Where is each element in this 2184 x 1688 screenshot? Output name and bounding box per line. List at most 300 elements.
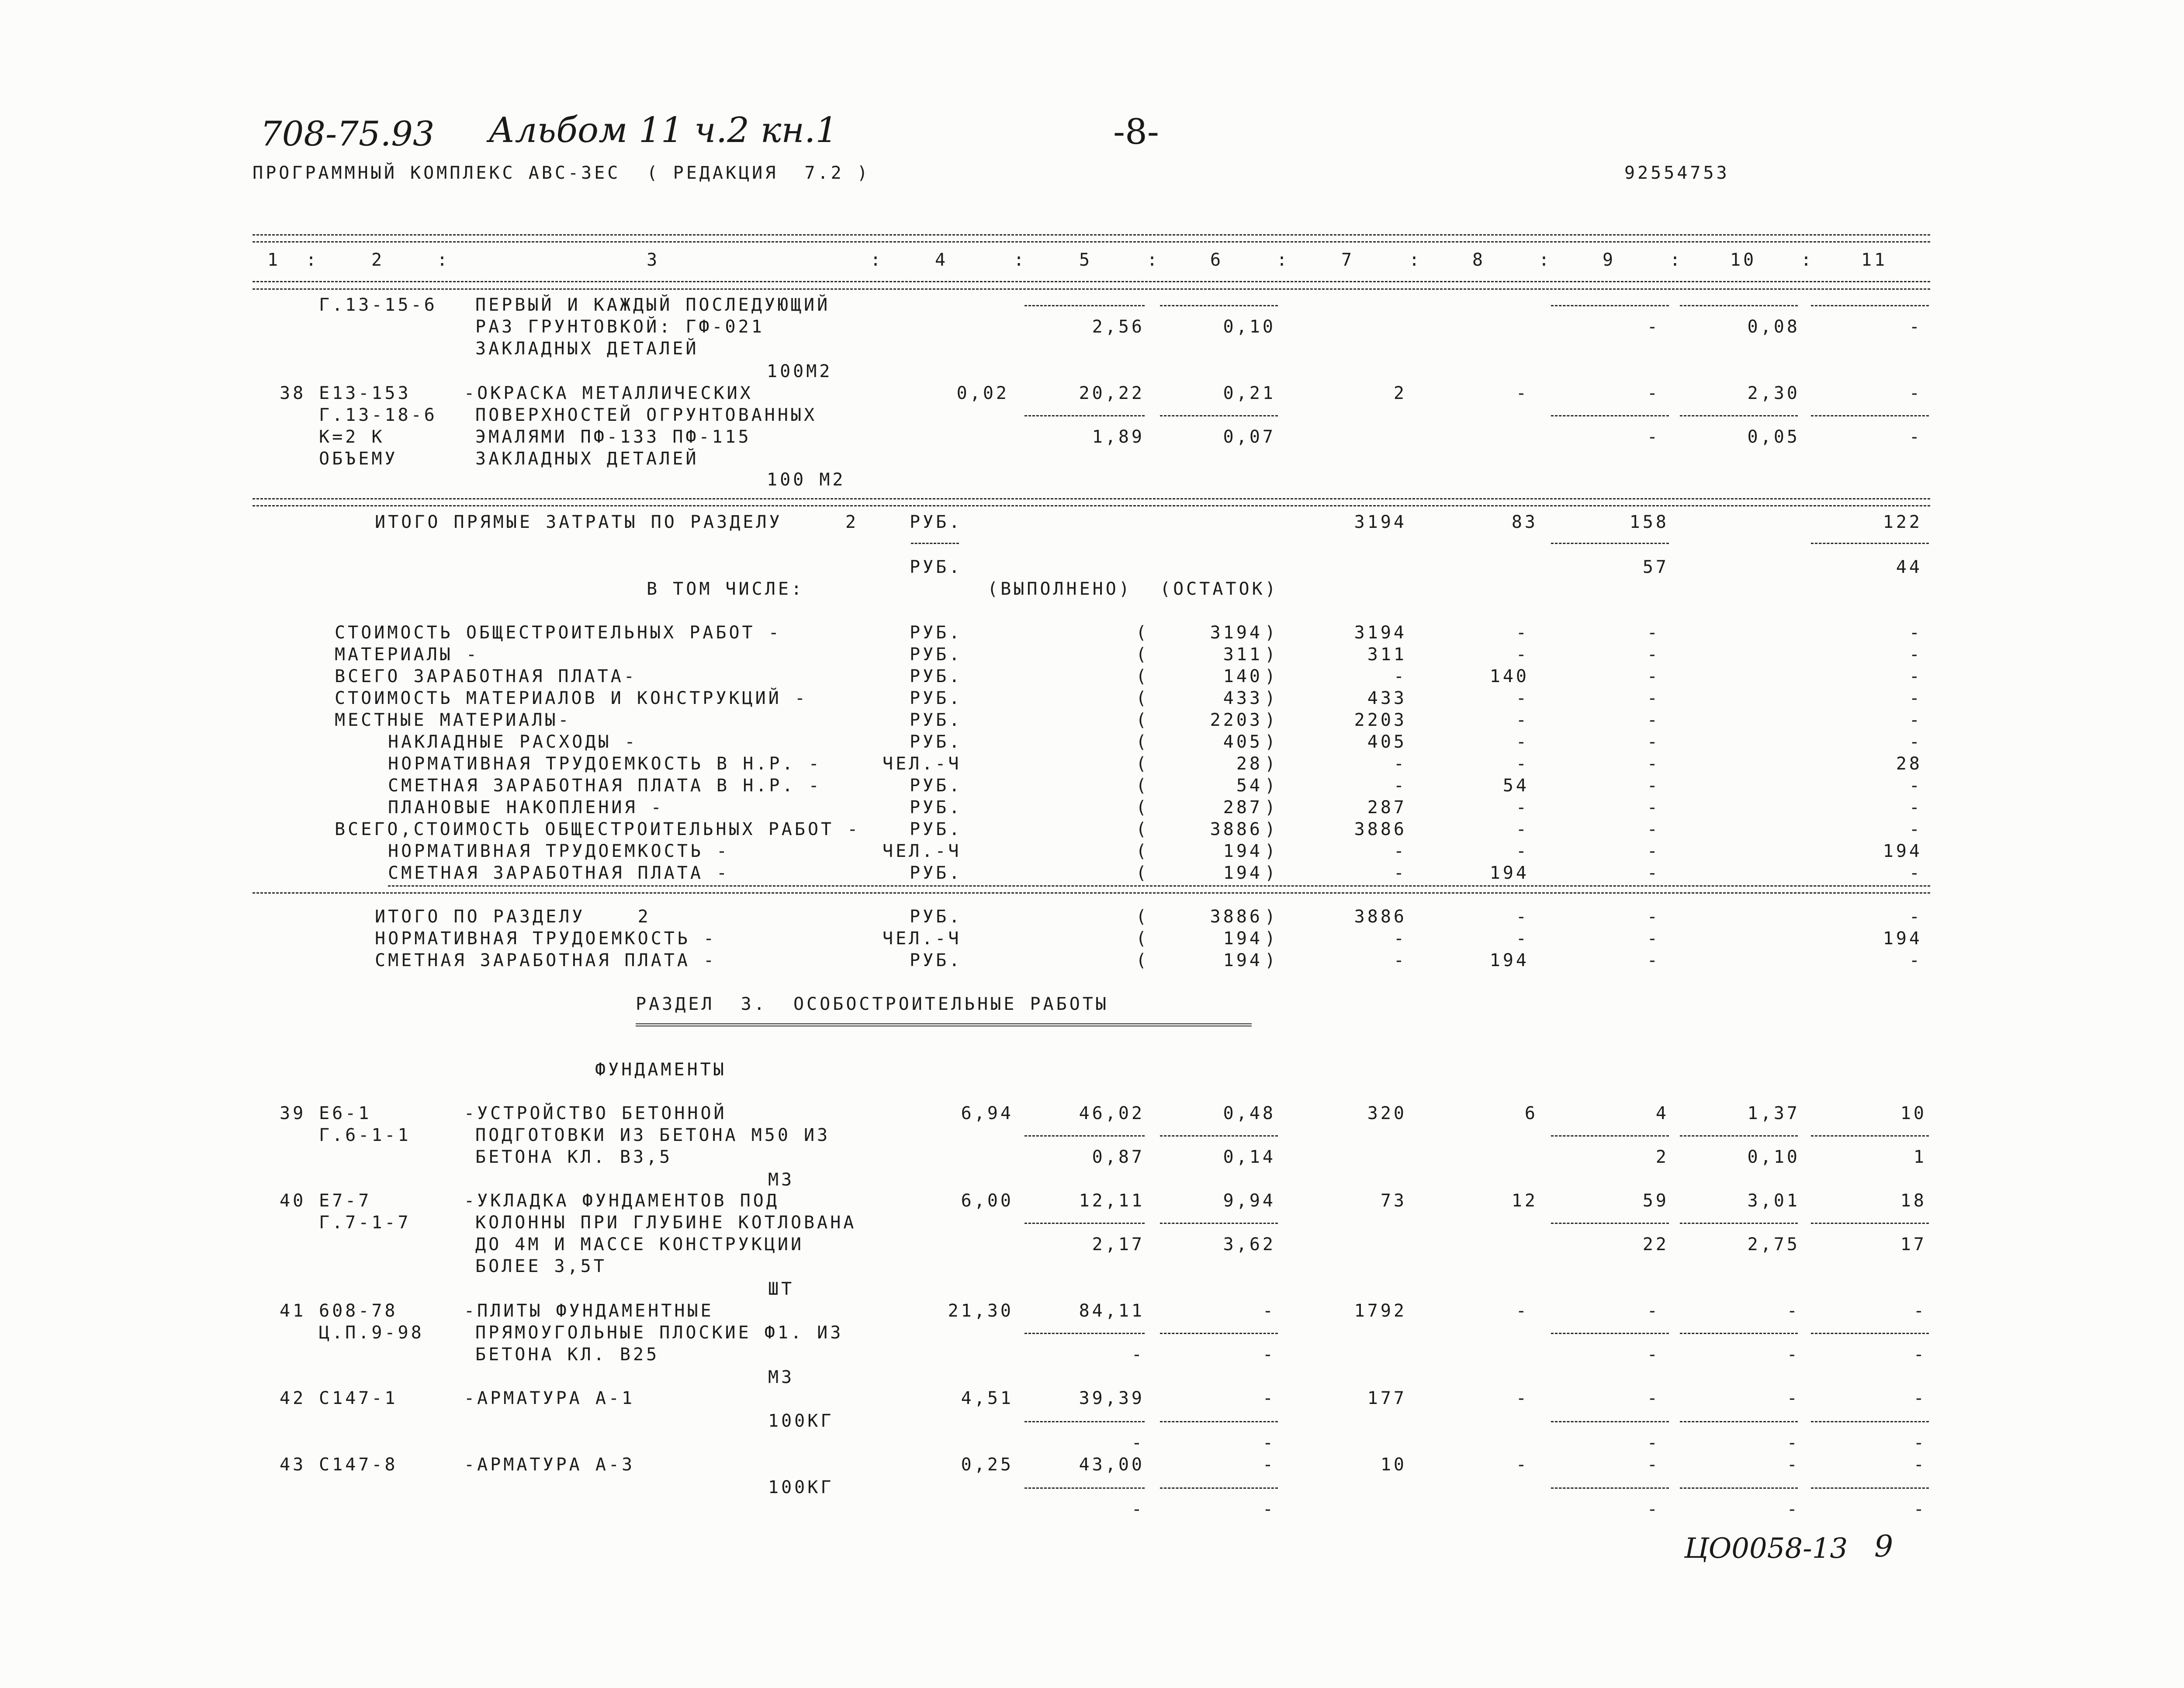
cell-c7: 2 bbox=[1393, 383, 1407, 403]
breakdown-label: СМЕТНАЯ ЗАРАБОТНАЯ ПЛАТА В Н.Р. - bbox=[388, 776, 822, 796]
breakdown-c11: - bbox=[1909, 732, 1922, 752]
cell-c6-sub: 0,10 bbox=[1223, 317, 1276, 337]
cell-c9: 4 bbox=[1655, 1103, 1669, 1123]
dash-separator bbox=[1811, 543, 1929, 544]
breakdown-label: МЕСТНЫЕ МАТЕРИАЛЫ- bbox=[335, 710, 571, 730]
col-separator: : bbox=[1409, 250, 1423, 270]
item-number: 43 bbox=[280, 1455, 306, 1475]
breakdown-paren-open: ( bbox=[1136, 863, 1149, 883]
breakdown-completed: 194 bbox=[1223, 863, 1263, 883]
section-total-c8: 194 bbox=[1489, 950, 1529, 971]
item-number: 41 bbox=[280, 1301, 306, 1321]
breakdown-c9: - bbox=[1647, 645, 1660, 665]
cell-c8: 6 bbox=[1524, 1103, 1538, 1123]
cell-quantity: 21,30 bbox=[948, 1301, 1014, 1321]
item-code: ОБЪЕМУ bbox=[319, 449, 398, 469]
section-total-paren-open: ( bbox=[1136, 950, 1149, 971]
cell-c11: - bbox=[1909, 383, 1922, 403]
breakdown-paren-close: ) bbox=[1265, 797, 1278, 818]
section-total-paren-close: ) bbox=[1265, 929, 1278, 949]
breakdown-c7: - bbox=[1393, 841, 1407, 861]
cell-c8: - bbox=[1516, 1301, 1529, 1321]
cell-c5-sub: 0,87 bbox=[1092, 1147, 1145, 1167]
section-total-completed: 3886 bbox=[1210, 907, 1263, 927]
breakdown-paren-close: ) bbox=[1265, 623, 1278, 643]
cell-c6: - bbox=[1262, 1455, 1276, 1475]
breakdown-unit: РУБ. bbox=[910, 797, 962, 818]
section-title: РАЗДЕЛ 3. ОСОБОСТРОИТЕЛЬНЫЕ РАБОТЫ bbox=[636, 994, 1109, 1014]
cell-c9: - bbox=[1647, 1301, 1660, 1321]
breakdown-completed: 28 bbox=[1236, 754, 1263, 774]
cell-c6-sub: 3,62 bbox=[1223, 1234, 1276, 1255]
cell-c5-sub: - bbox=[1131, 1499, 1145, 1519]
breakdown-c8: - bbox=[1516, 819, 1529, 839]
section-total-paren-open: ( bbox=[1136, 907, 1149, 927]
item-unit: 100М2 bbox=[767, 361, 833, 381]
breakdown-c7: 3194 bbox=[1354, 623, 1407, 643]
cell-c7: 73 bbox=[1380, 1191, 1407, 1211]
item-description: РАЗ ГРУНТОВКОЙ: ГФ-021 bbox=[475, 317, 765, 337]
cell-c8: 12 bbox=[1511, 1191, 1538, 1211]
breakdown-paren-open: ( bbox=[1136, 645, 1149, 665]
item-description: ЗАКЛАДНЫХ ДЕТАЛЕЙ bbox=[475, 339, 699, 359]
cell-c11-sub: - bbox=[1909, 317, 1922, 337]
dash-separator bbox=[388, 885, 1930, 887]
dash-separator bbox=[1025, 1135, 1145, 1137]
breakdown-c7: 3886 bbox=[1354, 819, 1407, 839]
breakdown-paren-open: ( bbox=[1136, 623, 1149, 643]
page-number: -8- bbox=[1113, 111, 1159, 152]
item-description: ЭМАЛЯМИ ПФ-133 ПФ-115 bbox=[475, 427, 751, 447]
breakdown-c8: - bbox=[1516, 841, 1529, 861]
breakdown-paren-open: ( bbox=[1136, 688, 1149, 708]
breakdown-c7: 287 bbox=[1367, 797, 1407, 818]
cell-c5: 12,11 bbox=[1079, 1191, 1145, 1211]
section-total-c11: - bbox=[1909, 950, 1922, 971]
item-code: С147-1 bbox=[319, 1388, 398, 1408]
item-code: Е6-1 bbox=[319, 1103, 372, 1123]
cell-c6: 0,21 bbox=[1223, 383, 1276, 403]
breakdown-label: СТОИМОСТЬ МАТЕРИАЛОВ И КОНСТРУКЦИЙ - bbox=[335, 688, 808, 708]
breakdown-c7: 311 bbox=[1367, 645, 1407, 665]
breakdown-c9: - bbox=[1647, 841, 1660, 861]
item-description: БЕТОНА КЛ. В25 bbox=[475, 1345, 660, 1365]
col-number-7: 7 bbox=[1341, 250, 1355, 270]
breakdown-label: НОРМАТИВНАЯ ТРУДОЕМКОСТЬ В Н.Р. - bbox=[388, 754, 822, 774]
item-description: ПРЯМОУГОЛЬНЫЕ ПЛОСКИЕ Ф1. ИЗ bbox=[475, 1323, 844, 1343]
item-description: ПЕРВЫЙ И КАЖДЫЙ ПОСЛЕДУЮЩИЙ bbox=[475, 295, 831, 315]
breakdown-c8: - bbox=[1516, 732, 1529, 752]
dash-separator bbox=[1680, 305, 1798, 306]
section-total-c11: - bbox=[1909, 907, 1922, 927]
including-label: В ТОМ ЧИСЛЕ: bbox=[647, 579, 804, 599]
breakdown-paren-close: ) bbox=[1265, 666, 1278, 686]
cell-c7: 10 bbox=[1380, 1455, 1407, 1475]
breakdown-c11: - bbox=[1909, 688, 1922, 708]
item-code: Г.7-1-7 bbox=[319, 1213, 411, 1233]
dash-separator bbox=[1551, 1135, 1669, 1137]
breakdown-c9: - bbox=[1647, 819, 1660, 839]
cell-c5-sub: - bbox=[1131, 1433, 1145, 1453]
dash-separator bbox=[1811, 1135, 1929, 1137]
cell-c6: 9,94 bbox=[1223, 1191, 1276, 1211]
breakdown-paren-open: ( bbox=[1136, 710, 1149, 730]
breakdown-c8: - bbox=[1516, 710, 1529, 730]
dash-separator bbox=[1025, 1421, 1145, 1422]
section-rule bbox=[253, 498, 1930, 499]
cell-c10-sub: - bbox=[1786, 1433, 1800, 1453]
item-unit: 100КГ bbox=[768, 1411, 834, 1431]
col-number-6: 6 bbox=[1210, 250, 1224, 270]
breakdown-label: СМЕТНАЯ ЗАРАБОТНАЯ ПЛАТА - bbox=[388, 863, 730, 883]
section-title-underline bbox=[636, 1023, 1252, 1026]
dash-separator bbox=[1680, 1223, 1798, 1224]
item-unit: 100КГ bbox=[768, 1477, 834, 1497]
col-separator: : bbox=[1539, 250, 1552, 270]
breakdown-completed: 3886 bbox=[1210, 819, 1263, 839]
cell-c5-sub: 2,56 bbox=[1092, 317, 1145, 337]
breakdown-c8: - bbox=[1516, 623, 1529, 643]
breakdown-c11: - bbox=[1909, 710, 1922, 730]
breakdown-paren-open: ( bbox=[1136, 754, 1149, 774]
cell-c11: - bbox=[1913, 1301, 1927, 1321]
col-number-8: 8 bbox=[1472, 250, 1486, 270]
section-total-paren-close: ) bbox=[1265, 907, 1278, 927]
item-number: 42 bbox=[280, 1388, 306, 1408]
section-total-completed: 194 bbox=[1223, 950, 1263, 971]
breakdown-paren-open: ( bbox=[1136, 732, 1149, 752]
breakdown-c8: 194 bbox=[1489, 863, 1529, 883]
dash-separator bbox=[1680, 415, 1798, 416]
cell-c5-sub: 2,17 bbox=[1092, 1234, 1145, 1255]
breakdown-c8: - bbox=[1516, 645, 1529, 665]
item-number: 38 bbox=[280, 383, 306, 403]
col-separator: : bbox=[306, 250, 319, 270]
col-number-9: 9 bbox=[1603, 250, 1616, 270]
cell-c6-sub: - bbox=[1262, 1433, 1276, 1453]
handwritten-sheet-number: 9 bbox=[1874, 1529, 1893, 1564]
cell-c7: 1792 bbox=[1354, 1301, 1407, 1321]
item-description: БОЛЕЕ 3,5Т bbox=[475, 1256, 607, 1276]
breakdown-c9: - bbox=[1647, 623, 1660, 643]
breakdown-unit: РУБ. bbox=[910, 666, 962, 686]
dash-separator bbox=[1680, 1487, 1798, 1489]
cell-c11: - bbox=[1913, 1388, 1927, 1408]
cell-c9: - bbox=[1647, 383, 1660, 403]
breakdown-paren-open: ( bbox=[1136, 797, 1149, 818]
cell-quantity: 6,94 bbox=[961, 1103, 1014, 1123]
cell-c9: - bbox=[1647, 1388, 1660, 1408]
col-separator: : bbox=[870, 250, 884, 270]
breakdown-c9: - bbox=[1647, 776, 1660, 796]
direct-costs-c11: 122 bbox=[1883, 512, 1922, 532]
breakdown-c11: - bbox=[1909, 819, 1922, 839]
dash-separator bbox=[1160, 1333, 1278, 1334]
cell-c9: - bbox=[1647, 1455, 1660, 1475]
direct-costs-c11-sub: 44 bbox=[1896, 557, 1922, 577]
section-total-c8: - bbox=[1516, 929, 1529, 949]
section-total-c7: - bbox=[1393, 950, 1407, 971]
direct-costs-unit-2: РУБ. bbox=[910, 557, 962, 577]
cell-c5: 46,02 bbox=[1079, 1103, 1145, 1123]
cell-c11-sub: - bbox=[1913, 1433, 1927, 1453]
breakdown-paren-open: ( bbox=[1136, 841, 1149, 861]
cell-c5: 43,00 bbox=[1079, 1455, 1145, 1475]
cell-quantity: 4,51 bbox=[961, 1388, 1014, 1408]
dash-separator bbox=[1551, 1421, 1669, 1422]
cell-c10-sub: - bbox=[1786, 1345, 1800, 1365]
breakdown-unit: РУБ. bbox=[910, 710, 962, 730]
dash-separator bbox=[1811, 415, 1929, 416]
cell-c8: - bbox=[1516, 1455, 1529, 1475]
item-description: ЗАКЛАДНЫХ ДЕТАЛЕЙ bbox=[475, 449, 699, 469]
cell-c7: 177 bbox=[1367, 1388, 1407, 1408]
cell-c6: - bbox=[1262, 1301, 1276, 1321]
dash-separator bbox=[1551, 305, 1669, 306]
breakdown-label: НОРМАТИВНАЯ ТРУДОЕМКОСТЬ - bbox=[388, 841, 730, 861]
breakdown-c9: - bbox=[1647, 688, 1660, 708]
section-total-c8: - bbox=[1516, 907, 1529, 927]
item-description: ПОДГОТОВКИ ИЗ БЕТОНА М50 ИЗ bbox=[475, 1125, 831, 1145]
breakdown-completed: 2203 bbox=[1210, 710, 1263, 730]
breakdown-c9: - bbox=[1647, 863, 1660, 883]
cell-c7: 320 bbox=[1367, 1103, 1407, 1123]
dash-separator bbox=[1680, 1421, 1798, 1422]
handwritten-album: Альбом 11 ч.2 кн.1 bbox=[488, 110, 838, 150]
breakdown-completed: 405 bbox=[1223, 732, 1263, 752]
breakdown-paren-close: ) bbox=[1265, 732, 1278, 752]
breakdown-unit: РУБ. bbox=[910, 776, 962, 796]
dash-separator bbox=[1160, 415, 1278, 416]
breakdown-c7: 2203 bbox=[1354, 710, 1407, 730]
item-code: К=2 К bbox=[319, 427, 385, 447]
cell-c10: 2,30 bbox=[1747, 383, 1800, 403]
dash-separator bbox=[1811, 1223, 1929, 1224]
cell-c9-sub: - bbox=[1647, 427, 1660, 447]
header-rule-top bbox=[253, 234, 1930, 236]
item-description: БЕТОНА КЛ. В3,5 bbox=[475, 1147, 673, 1167]
dash-separator bbox=[1025, 415, 1145, 416]
breakdown-c8: 54 bbox=[1502, 776, 1529, 796]
cell-c8: - bbox=[1516, 1388, 1529, 1408]
cell-c11-sub: 17 bbox=[1900, 1234, 1927, 1255]
dash-separator bbox=[1551, 543, 1669, 544]
cell-c11-sub: 1 bbox=[1913, 1147, 1927, 1167]
item-description: -АРМАТУРА А-1 bbox=[464, 1388, 635, 1408]
dash-separator bbox=[1551, 1487, 1669, 1489]
cell-c6: 0,48 bbox=[1223, 1103, 1276, 1123]
cell-c9-sub: 22 bbox=[1642, 1234, 1669, 1255]
breakdown-paren-open: ( bbox=[1136, 776, 1149, 796]
breakdown-completed: 311 bbox=[1223, 645, 1263, 665]
cell-c11-sub: - bbox=[1913, 1345, 1927, 1365]
completed-label: (ВЫПОЛНЕНО) bbox=[987, 579, 1132, 599]
breakdown-completed: 287 bbox=[1223, 797, 1263, 818]
direct-costs-unit: РУБ. bbox=[910, 512, 962, 532]
cell-c10-sub: 0,08 bbox=[1747, 317, 1800, 337]
cell-c10: - bbox=[1786, 1388, 1800, 1408]
breakdown-c7: - bbox=[1393, 754, 1407, 774]
direct-costs-section: 2 bbox=[845, 512, 859, 532]
breakdown-c7: - bbox=[1393, 776, 1407, 796]
cell-c10-sub: 0,05 bbox=[1747, 427, 1800, 447]
breakdown-paren-open: ( bbox=[1136, 819, 1149, 839]
dash-separator bbox=[1160, 1421, 1278, 1422]
col-number-3: 3 bbox=[647, 250, 660, 270]
breakdown-c11: - bbox=[1909, 863, 1922, 883]
dash-separator bbox=[1680, 1333, 1798, 1334]
dash-separator bbox=[1160, 1223, 1278, 1224]
cell-c5: 20,22 bbox=[1079, 383, 1145, 403]
col-separator: : bbox=[1670, 250, 1683, 270]
header-rule-bottom bbox=[253, 281, 1930, 282]
cell-quantity: 6,00 bbox=[961, 1191, 1014, 1211]
breakdown-unit: РУБ. bbox=[910, 688, 962, 708]
breakdown-completed: 54 bbox=[1236, 776, 1263, 796]
item-code: Е13-153 bbox=[319, 383, 411, 403]
cell-quantity: 0,25 bbox=[961, 1455, 1014, 1475]
section-total-paren-close: ) bbox=[1265, 950, 1278, 971]
item-description: -УКЛАДКА ФУНДАМЕНТОВ ПОД bbox=[464, 1191, 779, 1211]
item-unit: 100 М2 bbox=[767, 470, 846, 490]
breakdown-unit: РУБ. bbox=[910, 623, 962, 643]
cell-c9-sub: - bbox=[1647, 1499, 1660, 1519]
breakdown-c11: 194 bbox=[1883, 841, 1922, 861]
breakdown-paren-open: ( bbox=[1136, 666, 1149, 686]
col-separator: : bbox=[1014, 250, 1027, 270]
item-code: Г.13-18-6 bbox=[319, 405, 437, 425]
dash-separator bbox=[911, 543, 959, 544]
dash-separator bbox=[1160, 305, 1278, 306]
cell-c6-sub: - bbox=[1262, 1345, 1276, 1365]
cell-c9-sub: - bbox=[1647, 317, 1660, 337]
section-subtitle: ФУНДАМЕНТЫ bbox=[595, 1060, 727, 1080]
breakdown-completed: 194 bbox=[1223, 841, 1263, 861]
dash-separator bbox=[1160, 1487, 1278, 1489]
cell-quantity: 0,02 bbox=[956, 383, 1009, 403]
section-total-label: НОРМАТИВНАЯ ТРУДОЕМКОСТЬ - bbox=[375, 929, 717, 949]
dash-separator bbox=[1025, 1487, 1145, 1489]
breakdown-c9: - bbox=[1647, 666, 1660, 686]
breakdown-completed: 433 bbox=[1223, 688, 1263, 708]
cell-c11-sub: - bbox=[1913, 1499, 1927, 1519]
breakdown-c11: - bbox=[1909, 645, 1922, 665]
section-rule bbox=[253, 892, 1930, 894]
section-total-c7: - bbox=[1393, 929, 1407, 949]
breakdown-label: ПЛАНОВЫЕ НАКОПЛЕНИЯ - bbox=[388, 797, 664, 818]
cell-c9-sub: - bbox=[1647, 1345, 1660, 1365]
item-number: 39 bbox=[280, 1103, 306, 1123]
breakdown-paren-close: ) bbox=[1265, 841, 1278, 861]
cell-c8: - bbox=[1516, 383, 1529, 403]
breakdown-paren-close: ) bbox=[1265, 710, 1278, 730]
cell-c11: 18 bbox=[1900, 1191, 1927, 1211]
section-total-c9: - bbox=[1647, 907, 1660, 927]
item-unit: М3 bbox=[768, 1367, 795, 1387]
dash-separator bbox=[1551, 1223, 1669, 1224]
item-unit: М3 bbox=[768, 1170, 795, 1190]
section-total-unit: РУБ. bbox=[910, 907, 962, 927]
breakdown-label: МАТЕРИАЛЫ - bbox=[335, 645, 479, 665]
cell-c10: - bbox=[1786, 1455, 1800, 1475]
item-code: Г.13-15-6 bbox=[319, 295, 437, 315]
section-total-c9: - bbox=[1647, 929, 1660, 949]
section-total-label: ИТОГО ПО РАЗДЕЛУ 2 bbox=[375, 907, 651, 927]
cell-c10-sub: 0,10 bbox=[1747, 1147, 1800, 1167]
col-separator: : bbox=[437, 250, 450, 270]
item-code: 608-78 bbox=[319, 1301, 398, 1321]
direct-costs-c7: 3194 bbox=[1354, 512, 1407, 532]
col-number-10: 10 bbox=[1730, 250, 1757, 270]
dash-separator bbox=[1551, 1333, 1669, 1334]
section-total-c7: 3886 bbox=[1354, 907, 1407, 927]
breakdown-paren-close: ) bbox=[1265, 863, 1278, 883]
breakdown-c9: - bbox=[1647, 710, 1660, 730]
col-separator: : bbox=[1147, 250, 1160, 270]
col-number-5: 5 bbox=[1079, 250, 1093, 270]
dash-separator bbox=[1025, 305, 1145, 306]
section-total-unit: РУБ. bbox=[910, 950, 962, 971]
item-description: ДО 4М И МАССЕ КОНСТРУКЦИИ bbox=[475, 1234, 804, 1255]
dash-separator bbox=[1025, 1333, 1145, 1334]
breakdown-completed: 3194 bbox=[1210, 623, 1263, 643]
cell-c6-sub: - bbox=[1262, 1499, 1276, 1519]
section-rule bbox=[253, 505, 1930, 506]
breakdown-label: ВСЕГО ЗАРАБОТНАЯ ПЛАТА- bbox=[335, 666, 637, 686]
breakdown-paren-close: ) bbox=[1265, 688, 1278, 708]
breakdown-paren-close: ) bbox=[1265, 645, 1278, 665]
cell-c10: - bbox=[1786, 1301, 1800, 1321]
dash-separator bbox=[1680, 1135, 1798, 1137]
breakdown-paren-close: ) bbox=[1265, 819, 1278, 839]
cell-c6-sub: 0,07 bbox=[1223, 427, 1276, 447]
col-number-1: 1 bbox=[267, 250, 281, 270]
col-number-4: 4 bbox=[935, 250, 948, 270]
section-total-c11: 194 bbox=[1883, 929, 1922, 949]
direct-costs-c8: 83 bbox=[1511, 512, 1538, 532]
item-code: Ц.П.9-98 bbox=[319, 1323, 424, 1343]
breakdown-c7: 405 bbox=[1367, 732, 1407, 752]
handwritten-sheet-code: ЦО0058-13 bbox=[1684, 1532, 1848, 1565]
breakdown-c11: - bbox=[1909, 623, 1922, 643]
breakdown-c8: - bbox=[1516, 797, 1529, 818]
dash-separator bbox=[1160, 1135, 1278, 1137]
section-total-label: СМЕТНАЯ ЗАРАБОТНАЯ ПЛАТА - bbox=[375, 950, 717, 971]
cell-c5: 39,39 bbox=[1079, 1388, 1145, 1408]
dash-separator bbox=[1811, 305, 1929, 306]
breakdown-completed: 140 bbox=[1223, 666, 1263, 686]
breakdown-unit: РУБ. bbox=[910, 645, 962, 665]
document-number: 92554753 bbox=[1624, 163, 1730, 183]
col-separator: : bbox=[1801, 250, 1814, 270]
dash-separator bbox=[1811, 1487, 1929, 1489]
col-number-2: 2 bbox=[371, 250, 385, 270]
dash-separator bbox=[1025, 1223, 1145, 1224]
breakdown-unit: РУБ. bbox=[910, 732, 962, 752]
col-number-11: 11 bbox=[1861, 250, 1888, 270]
breakdown-c8: 140 bbox=[1489, 666, 1529, 686]
dash-separator bbox=[1811, 1421, 1929, 1422]
cell-c6-sub: 0,14 bbox=[1223, 1147, 1276, 1167]
cell-c10: 3,01 bbox=[1747, 1191, 1800, 1211]
cell-c9-sub: - bbox=[1647, 1433, 1660, 1453]
breakdown-label: СТОИМОСТЬ ОБЩЕСТРОИТЕЛЬНЫХ РАБОТ - bbox=[335, 623, 782, 643]
item-description: КОЛОННЫ ПРИ ГЛУБИНЕ КОТЛОВАНА bbox=[475, 1213, 857, 1233]
breakdown-label: ВСЕГО,СТОИМОСТЬ ОБЩЕСТРОИТЕЛЬНЫХ РАБОТ - bbox=[335, 819, 861, 839]
item-code: С147-8 bbox=[319, 1455, 398, 1475]
header-rule-top2 bbox=[253, 241, 1930, 243]
direct-costs-c9: 158 bbox=[1629, 512, 1669, 532]
